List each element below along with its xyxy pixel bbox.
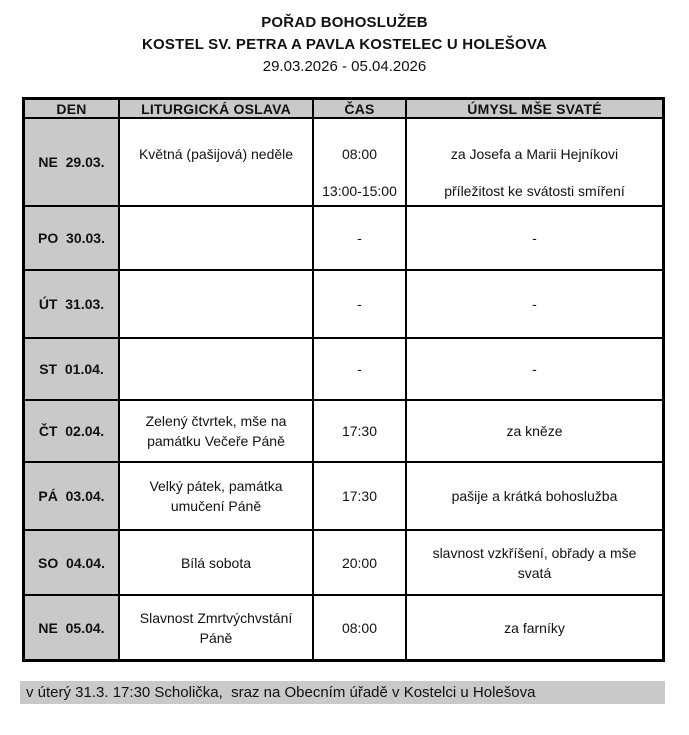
table-row bbox=[25, 529, 662, 594]
day-cell bbox=[25, 401, 118, 461]
intention-cell-text: slavnost vzkříšení, obřady a mše svatá bbox=[432, 544, 637, 581]
table-row bbox=[25, 399, 662, 461]
time-cell bbox=[312, 271, 405, 337]
document-header bbox=[0, 0, 689, 78]
intention-cell-text: - bbox=[532, 361, 537, 377]
day-label: PÁ 03.04. bbox=[38, 488, 105, 504]
day-cell bbox=[25, 339, 118, 399]
column-header-den: DEN bbox=[25, 100, 118, 117]
doc-subtitle: KOSTEL SV. PETRA A PAVLA KOSTELEC U HOLEŠOVA bbox=[142, 36, 547, 53]
intention-cell-text: za kněze bbox=[506, 423, 563, 439]
celebration-cell-text: Slavnost Zmrtvýchvstání Páně bbox=[139, 609, 293, 646]
intention-cell-entry bbox=[425, 181, 644, 205]
celebration-cell-entry bbox=[132, 119, 300, 181]
time-cell-text: 20:00 bbox=[341, 554, 378, 571]
intention-cell-text: příležitost ke svátosti smíření bbox=[444, 183, 625, 199]
day-label: NE 05.04. bbox=[38, 619, 105, 636]
intention-cell bbox=[405, 207, 662, 269]
time-cell-text: 08:00 bbox=[341, 146, 378, 162]
day-cell bbox=[25, 207, 118, 269]
day-cell bbox=[25, 119, 118, 205]
intention-cell bbox=[405, 401, 662, 461]
time-cell bbox=[312, 207, 405, 269]
footer-note bbox=[20, 681, 665, 704]
intention-cell bbox=[405, 339, 662, 399]
footer-note-text: v úterý 31.3. 17:30 Scholička, sraz na Obecním úřadě v Kostelci u Holešova bbox=[26, 684, 536, 701]
schedule-table bbox=[22, 97, 665, 662]
column-header-umysl: ÚMYSL MŠE SVATÉ bbox=[405, 100, 662, 117]
table-header-row bbox=[25, 100, 662, 117]
celebration-cell bbox=[118, 271, 312, 337]
table-row bbox=[25, 117, 662, 205]
celebration-cell-text: Bílá sobota bbox=[180, 554, 252, 571]
time-cell bbox=[312, 463, 405, 529]
celebration-cell-text: Květná (pašijová) neděle bbox=[138, 146, 294, 162]
celebration-cell-text: Zelený čtvrtek, mše na památku Večeře Páně bbox=[145, 413, 287, 449]
day-label: PO 30.03. bbox=[38, 230, 105, 246]
time-cell-entry bbox=[314, 181, 405, 205]
celebration-cell bbox=[118, 401, 312, 461]
day-label: ÚT 31.03. bbox=[38, 296, 105, 312]
time-cell-text: - bbox=[357, 361, 362, 377]
time-cell-entry bbox=[314, 119, 405, 181]
day-cell bbox=[25, 596, 118, 659]
celebration-cell-text: Velký pátek, památka umučení Páně bbox=[149, 478, 283, 514]
celebration-cell bbox=[118, 339, 312, 399]
column-header-cas: ČAS bbox=[312, 100, 405, 117]
celebration-cell bbox=[118, 119, 312, 205]
table-row bbox=[25, 461, 662, 529]
celebration-cell bbox=[118, 531, 312, 594]
time-cell-text: 13:00-15:00 bbox=[322, 183, 397, 199]
time-cell bbox=[312, 531, 405, 594]
celebration-cell bbox=[118, 207, 312, 269]
day-label: ST 01.04. bbox=[39, 361, 104, 377]
table-row bbox=[25, 269, 662, 337]
time-cell-text: - bbox=[357, 230, 362, 246]
intention-cell-entry bbox=[425, 119, 644, 181]
doc-title: POŘAD BOHOSLUŽEB bbox=[261, 14, 428, 31]
celebration-cell bbox=[118, 596, 312, 659]
doc-date-range: 29.03.2026 - 05.04.2026 bbox=[262, 58, 427, 75]
celebration-cell-entry bbox=[132, 181, 300, 205]
time-cell-text: 17:30 bbox=[341, 423, 378, 439]
time-cell bbox=[312, 401, 405, 461]
intention-cell bbox=[405, 463, 662, 529]
day-cell bbox=[25, 271, 118, 337]
time-cell-text: 17:30 bbox=[341, 488, 378, 504]
intention-cell-text: - bbox=[532, 230, 537, 246]
time-cell-text: - bbox=[357, 296, 362, 312]
time-cell bbox=[312, 339, 405, 399]
time-cell-text: 08:00 bbox=[341, 619, 378, 636]
intention-cell bbox=[405, 119, 662, 205]
intention-cell-text: za farníky bbox=[504, 619, 565, 636]
day-cell bbox=[25, 463, 118, 529]
intention-cell-text: pašije a krátká bohoslužba bbox=[451, 488, 618, 504]
intention-cell-text: - bbox=[532, 296, 537, 312]
intention-cell-text: za Josefa a Marii Hejníkovi bbox=[450, 146, 619, 162]
table-row bbox=[25, 594, 662, 659]
celebration-cell bbox=[118, 463, 312, 529]
time-cell bbox=[312, 119, 405, 205]
table-row bbox=[25, 337, 662, 399]
intention-cell bbox=[405, 531, 662, 594]
day-label: SO 04.04. bbox=[38, 554, 105, 571]
column-header-liturgicka-oslava: LITURGICKÁ OSLAVA bbox=[118, 100, 312, 117]
intention-cell bbox=[405, 271, 662, 337]
table-body bbox=[25, 117, 662, 659]
day-label: ČT 02.04. bbox=[38, 423, 105, 439]
day-cell bbox=[25, 531, 118, 594]
intention-cell bbox=[405, 596, 662, 659]
table-row bbox=[25, 205, 662, 269]
day-label: NE 29.03. bbox=[38, 154, 105, 170]
time-cell bbox=[312, 596, 405, 659]
